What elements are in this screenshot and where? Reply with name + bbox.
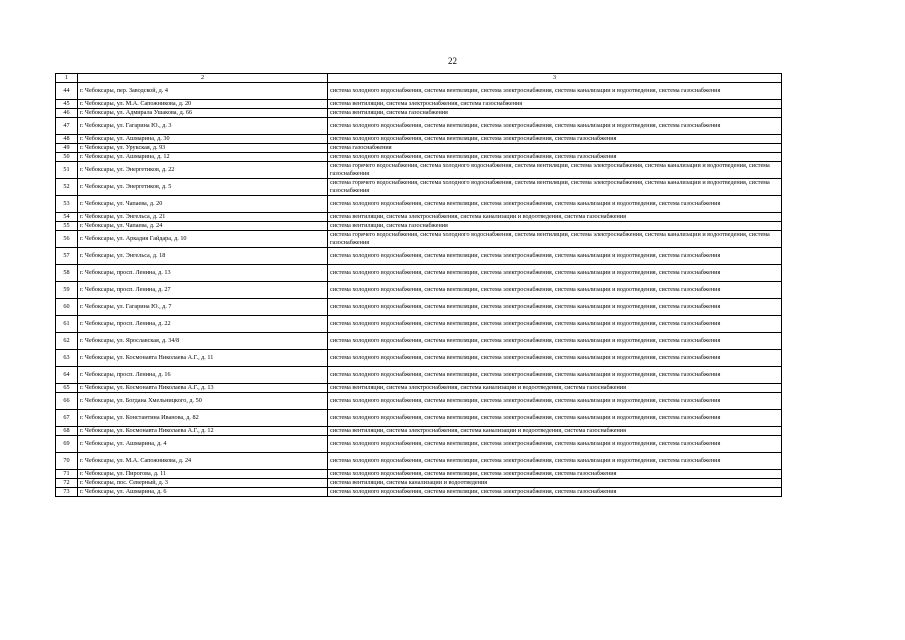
row-systems: система холодного водоснабжения, система вентиляции, система электроснабжения, система канализации и водоотведения, система газоснабжения [328,367,782,384]
row-systems: система горячего водоснабжения, система холодного водоснабжения, система вентиляции, система электроснабжения, система канализации и водоотведения, система газоснабжения [328,231,782,248]
table-row [56,350,782,367]
table-row [56,410,782,427]
row-systems: система холодного водоснабжения, система вентиляции, система электроснабжения, система канализации и водоотведения, система газоснабжения [328,83,782,100]
row-number: 54 [56,213,78,222]
row-address: г. Чебоксары, ул. Ашмарина, д. 6 [78,488,328,497]
row-address: г. Чебоксары, ул. Энергетиков, д. 5 [78,179,328,196]
row-address: г. Чебоксары, ул. Энергетиков, д. 22 [78,162,328,179]
row-systems: система горячего водоснабжения, система холодного водоснабжения, система вентиляции, система электроснабжения, система канализации и водоотведения, система газоснабжения [328,179,782,196]
row-address: г. Чебоксары, ул. Космонавта Николаева А.Г., д. 13 [78,384,328,393]
table-row [56,118,782,135]
row-number: 69 [56,436,78,453]
row-number: 59 [56,282,78,299]
row-number: 67 [56,410,78,427]
row-systems: система холодного водоснабжения, система вентиляции, система электроснабжения, система канализации и водоотведения, система газоснабжения [328,393,782,410]
row-address: г. Чебоксары, ул. Ярославская, д. 34/8 [78,333,328,350]
row-address: г. Чебоксары, ул. Энгельса, д. 21 [78,213,328,222]
row-address: г. Чебоксары, ул. Богдана Хмельницкого, д. 50 [78,393,328,410]
row-systems: система холодного водоснабжения, система вентиляции, система электроснабжения, система канализации и водоотведения, система газоснабжения [328,299,782,316]
row-systems: система горячего водоснабжения, система холодного водоснабжения, система вентиляции, система электроснабжения, система канализации и водоотведения, система газоснабжения [328,162,782,179]
row-address: г. Чебоксары, ул. Ашмарина, д. 30 [78,135,328,144]
row-address: г. Чебоксары, ул. М.А. Сапожникова, д. 24 [78,453,328,470]
row-systems: система вентиляции, система электроснабжения, система канализации и водоотведения, система газоснабжения [328,427,782,436]
row-number: 71 [56,470,78,479]
row-number: 63 [56,350,78,367]
row-address: г. Чебоксары, ул. Ашмарина, д. 4 [78,436,328,453]
row-address: г. Чебоксары, пос. Северный, д. 3 [78,479,328,488]
row-address: г. Чебоксары, ул. Чапаева, д. 20 [78,196,328,213]
table-row [56,109,782,118]
table-row [56,299,782,316]
row-number: 62 [56,333,78,350]
row-number: 51 [56,162,78,179]
row-number: 60 [56,299,78,316]
row-systems: система вентиляции, система канализации и водоотведения [328,479,782,488]
row-number: 44 [56,83,78,100]
row-systems: система холодного водоснабжения, система вентиляции, система электроснабжения, система канализации и водоотведения, система газоснабжения [328,248,782,265]
row-systems: система вентиляции, система газоснабжения [328,109,782,118]
row-systems: система холодного водоснабжения, система вентиляции, система электроснабжения, система газоснабжения [328,135,782,144]
row-address: г. Чебоксары, просп. Ленина, д. 22 [78,316,328,333]
row-systems: система газоснабжения [328,144,782,153]
row-address: г. Чебоксары, ул. Адмирала Ушакова, д. 66 [78,109,328,118]
row-address: г. Чебоксары, ул. Аркадия Гайдара, д. 10 [78,231,328,248]
table-row [56,222,782,231]
row-systems: система холодного водоснабжения, система вентиляции, система электроснабжения, система канализации и водоотведения, система газоснабжения [328,265,782,282]
header-cell-systems: 3 [328,74,782,83]
page-number: 22 [448,56,457,66]
row-number: 57 [56,248,78,265]
row-systems: система холодного водоснабжения, система вентиляции, система электроснабжения, система канализации и водоотведения, система газоснабжения [328,453,782,470]
row-systems: система холодного водоснабжения, система вентиляции, система электроснабжения, система канализации и водоотведения, система газоснабжения [328,316,782,333]
table-row [56,265,782,282]
row-systems: система вентиляции, система электроснабжения, система канализации и водоотведения, система газоснабжения [328,384,782,393]
row-address: г. Чебоксары, ул. Ашмарина, д. 12 [78,153,328,162]
buildings-table [55,73,782,497]
row-systems: система холодного водоснабжения, система вентиляции, система электроснабжения, система газоснабжения [328,153,782,162]
table-row [56,162,782,179]
table-row [56,427,782,436]
row-number: 58 [56,265,78,282]
table-row [56,231,782,248]
row-address: г. Чебоксары, ул. Гагарина Ю., д. 3 [78,118,328,135]
table-body [56,83,782,497]
row-address: г. Чебоксары, ул. Космонавта Николаева А.Г., д. 12 [78,427,328,436]
row-address: г. Чебоксары, просп. Ленина, д. 13 [78,265,328,282]
table-row [56,384,782,393]
row-number: 72 [56,479,78,488]
row-systems: система холодного водоснабжения, система вентиляции, система электроснабжения, система канализации и водоотведения, система газоснабжения [328,436,782,453]
row-systems: система холодного водоснабжения, система вентиляции, система электроснабжения, система канализации и водоотведения, система газоснабжения [328,410,782,427]
row-number: 65 [56,384,78,393]
row-systems: система холодного водоснабжения, система вентиляции, система электроснабжения, система канализации и водоотведения, система газоснабжения [328,333,782,350]
table-row [56,488,782,497]
table-row [56,153,782,162]
table-row [56,144,782,153]
row-address: г. Чебоксары, пер. Заводской, д. 4 [78,83,328,100]
table-row [56,367,782,384]
row-number: 61 [56,316,78,333]
row-number: 66 [56,393,78,410]
row-systems: система холодного водоснабжения, система вентиляции, система электроснабжения, система канализации и водоотведения, система газоснабжения [328,350,782,367]
row-systems: система холодного водоснабжения, система вентиляции, система электроснабжения, система канализации и водоотведения, система газоснабжения [328,196,782,213]
table-row [56,333,782,350]
row-systems: система вентиляции, система электроснабжения, система газоснабжения [328,100,782,109]
row-number: 45 [56,100,78,109]
table-row [56,316,782,333]
row-systems: система вентиляции, система электроснабжения, система канализации и водоотведения, система газоснабжения [328,213,782,222]
row-number: 55 [56,222,78,231]
table-row [56,453,782,470]
table-row [56,393,782,410]
row-systems: система холодного водоснабжения, система вентиляции, система электроснабжения, система канализации и водоотведения, система газоснабжения [328,282,782,299]
row-address: г. Чебоксары, ул. М.А. Сапожникова, д. 20 [78,100,328,109]
row-address: г. Чебоксары, просп. Ленина, д. 16 [78,367,328,384]
table-row [56,196,782,213]
row-address: г. Чебоксары, ул. Пирогова, д. 11 [78,470,328,479]
table-row [56,213,782,222]
row-systems: система холодного водоснабжения, система вентиляции, система электроснабжения, система канализации и водоотведения, система газоснабжения [328,118,782,135]
row-number: 64 [56,367,78,384]
row-address: г. Чебоксары, ул. Чапаева, д. 24 [78,222,328,231]
row-address: г. Чебоксары, просп. Ленина, д. 27 [78,282,328,299]
row-address: г. Чебоксары, ул. Энгельса, д. 18 [78,248,328,265]
row-number: 68 [56,427,78,436]
row-number: 56 [56,231,78,248]
table-row [56,248,782,265]
row-number: 48 [56,135,78,144]
header-cell-number: 1 [56,74,78,83]
header-cell-address: 2 [78,74,328,83]
row-number: 73 [56,488,78,497]
row-address: г. Чебоксары, ул. Константина Иванова, д. 82 [78,410,328,427]
row-address: г. Чебоксары, ул. Космонавта Николаева А.Г., д. 11 [78,350,328,367]
table-row [56,100,782,109]
table-row [56,436,782,453]
row-number: 49 [56,144,78,153]
row-number: 46 [56,109,78,118]
row-number: 47 [56,118,78,135]
row-number: 50 [56,153,78,162]
table-row [56,479,782,488]
row-systems: система холодного водоснабжения, система вентиляции, система электроснабжения, система газоснабжения [328,488,782,497]
row-address: г. Чебоксары, ул. Гагарина Ю., д. 7 [78,299,328,316]
table-row [56,179,782,196]
table-row [56,83,782,100]
row-address: г. Чебоксары, ул. Урукская, д. 93 [78,144,328,153]
row-systems: система вентиляции, система газоснабжения [328,222,782,231]
table-row [56,282,782,299]
row-number: 70 [56,453,78,470]
table-row [56,135,782,144]
row-number: 53 [56,196,78,213]
row-number: 52 [56,179,78,196]
row-systems: система холодного водоснабжения, система вентиляции, система электроснабжения, система газоснабжения [328,470,782,479]
table-header-row [56,74,782,83]
table-row [56,470,782,479]
